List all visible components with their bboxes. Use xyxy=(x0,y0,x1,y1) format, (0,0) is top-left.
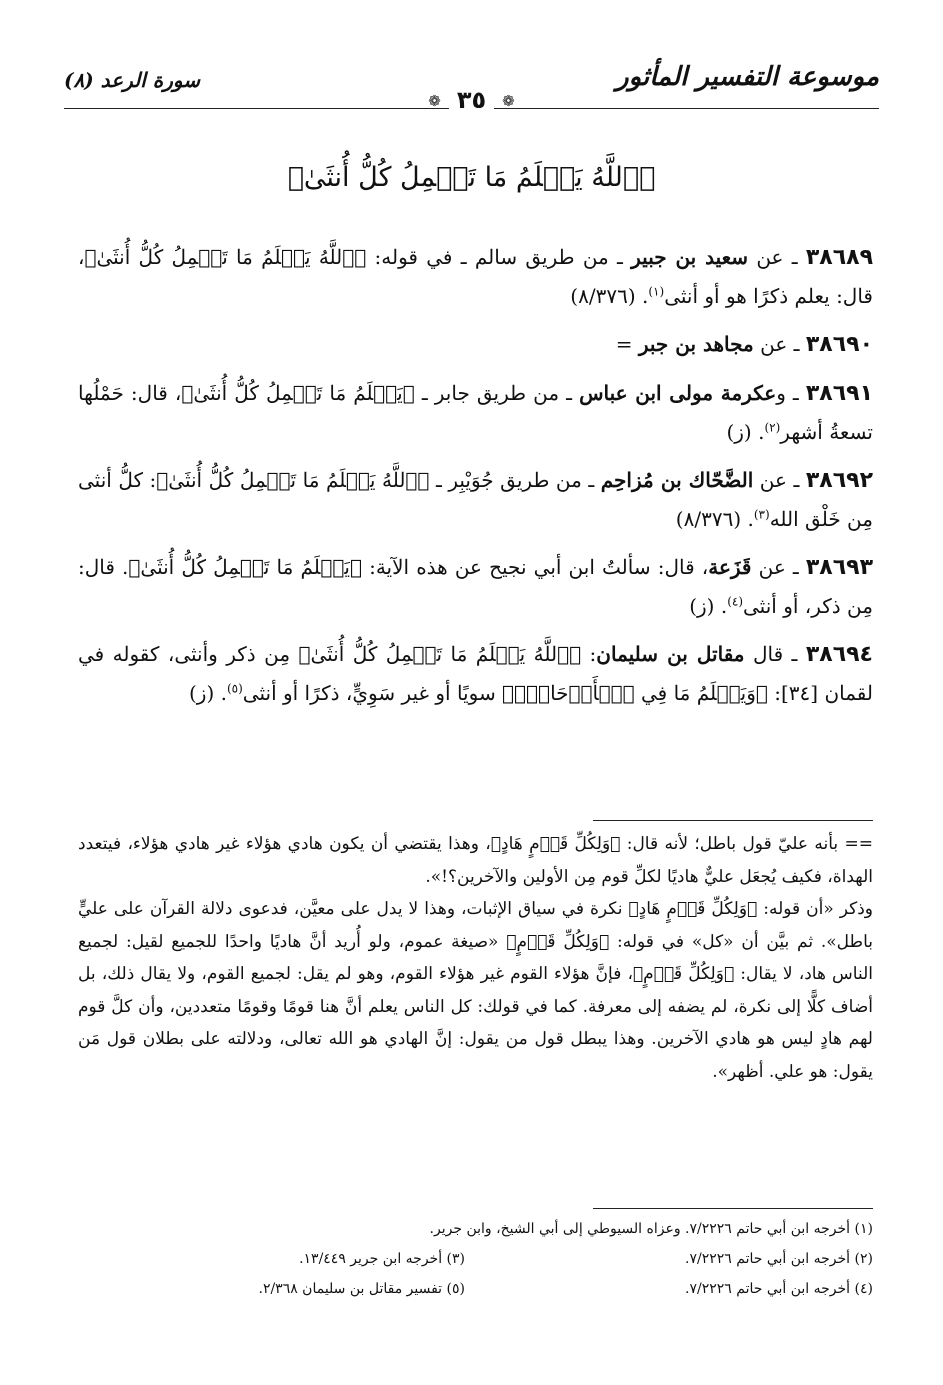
entry-prefix: و xyxy=(776,381,786,405)
footnote-row xyxy=(78,1244,873,1274)
entry-number: ٣٨٦٩٢ xyxy=(805,468,873,493)
entry-number: ٣٨٦٩١ xyxy=(805,381,873,406)
entry-dash: ـ xyxy=(785,381,806,405)
ornament-icon: ❁ xyxy=(502,92,515,110)
entry-prefix: عن xyxy=(753,468,787,492)
narrator-name: عكرمة مولى ابن عباس xyxy=(579,381,777,405)
book-title: موسوعة التفسير المأثور xyxy=(616,62,879,92)
entry-number: ٣٨٦٨٩ xyxy=(805,245,873,270)
entry xyxy=(78,238,873,315)
surah-label: سورة الرعد (٨) xyxy=(64,68,200,92)
entry-dash: ـ xyxy=(783,642,806,666)
footnote-row xyxy=(78,1214,873,1244)
entry-number: ٣٨٦٩٣ xyxy=(805,555,873,580)
page-number-row xyxy=(0,86,943,114)
note-paragraph: وذكر «أن قوله: ﴿وَلِكُلِّ قَوۡمٍ هَادٍ﴾ نكرة في سياق الإثبات، وهذا لا يدل على معيَّن، فدعوى دلالة القرآن على عليٍّ باطل». ثم بيَّن أن «كل» في قوله: ﴿وَلِكُلِّ قَوۡمٍ﴾ «صيغة عموم، ولو أُريد أنَّ هاديًا واحدًا للجميع لقيل: لجميع الناس هاد، لا يقال: ﴿وَلِكُلِّ قَوۡمٍ﴾، فإنَّ هؤلاء القوم غير هؤلاء القوم، وهو لم يقل: لجميع القوم، ولا يقال ذلك، بل أضاف كلًّا إلى نكرة، لم يضفه إلى معرفة. كما في قولك: كل الناس يعلم أنَّ هنا قومًا وقومًا متعددين، وأن كلَّ قوم لهم هادٍ ليس هو هادي الآخرين. وهذا يبطل قول من يقول: إنَّ الهادي هو الله تعالى، ودلالته على بطلان قول مَن يقول: هو علي. أظهر». xyxy=(78,899,873,1082)
quran-quote: ﴿يَعۡلَمُ مَا تَحۡمِلُ كُلُّ أُنثَىٰ﴾ xyxy=(128,555,362,579)
entry-prefix: قال xyxy=(744,642,784,666)
entry-reference: . (ز) xyxy=(726,420,765,444)
entry-reference: . (٨/٣٧٦) xyxy=(675,507,754,531)
entry-dash: ـ xyxy=(785,555,806,579)
ornament-icon: ❁ xyxy=(428,92,441,110)
entry-text: = xyxy=(615,332,639,356)
entry-text: ، قال: حَمْلُها تسعةُ أشهر xyxy=(78,381,873,444)
quran-quote: ﴿ٱللَّهُ يَعۡلَمُ مَا تَحۡمِلُ كُلُّ أُنثَىٰ﴾ xyxy=(156,468,430,492)
narrator-name: الضَّحّاك بن مُزاحِم xyxy=(600,468,754,492)
entry-dash: ـ xyxy=(786,468,806,492)
footnote-marker[interactable]: (٣) xyxy=(753,507,770,522)
entry-text: : كلُّ أنثى مِن خَلْق الله xyxy=(78,468,873,531)
entry xyxy=(78,635,873,712)
main-text xyxy=(78,238,873,722)
footnote-marker[interactable]: (٢) xyxy=(764,420,781,435)
entry xyxy=(78,461,873,538)
entry-dash: ـ xyxy=(787,332,806,356)
entry-text: ، قال: يعلم ذكرًا هو أو أنثى xyxy=(78,245,873,308)
note-separator xyxy=(593,820,873,821)
footnote-4: (٤) أخرجه ابن أبي حاتم ٧/٢٢٢٦. xyxy=(685,1281,873,1297)
entry-text: : xyxy=(581,642,597,666)
narrator-name: سعيد بن جبير xyxy=(631,245,749,269)
narrator-name: مجاهد بن جبر xyxy=(638,332,754,356)
footnote-marker[interactable]: (٤) xyxy=(727,594,744,609)
entry-text: . قال: مِن ذكر، أو أنثى xyxy=(78,555,873,618)
entry-prefix: عن xyxy=(748,245,784,269)
entry xyxy=(78,374,873,451)
footnote-3: (٣) أخرجه ابن جرير ١٣/٤٤٩. xyxy=(299,1251,465,1267)
verse-heading: ﴿ٱللَّهُ يَعۡلَمُ مَا تَحۡمِلُ كُلُّ أُنثَىٰ﴾ xyxy=(287,162,656,193)
footnote-5: (٥) تفسير مقاتل بن سليمان ٢/٣٦٨. xyxy=(258,1281,465,1297)
entry-text: ، قال: سألتُ ابن أبي نجيح عن هذه الآية: xyxy=(361,555,709,579)
entry-reference: . (ز) xyxy=(689,594,728,618)
footnote-marker[interactable]: (١) xyxy=(648,284,665,299)
entry xyxy=(78,325,873,364)
entry-text: ـ من طريق جابر ـ xyxy=(414,381,580,405)
note-paragraph: == بأنه عليّ قول باطل؛ لأنه قال: ﴿وَلِكُلِّ قَوۡمٍ هَادٍ﴾، وهذا يقتضي أن يكون هادي هؤلاء غير هادي هؤلاء، فيتعدد الهداة، فكيف يُجعَل عليٌّ هاديًا لكلِّ قوم مِن الأولين والآخرين؟!». xyxy=(78,834,873,887)
page-number: ٣٥ xyxy=(449,86,494,114)
entry-text: ـ من طريق سالم ـ في قوله: xyxy=(366,245,632,269)
entry-reference: . (ز) xyxy=(188,681,227,705)
entry-text: مِن ذكر وأنثى، كقوله في لقمان [٣٤]: ﴿وَيَعۡلَمُ مَا فِي ٱلۡأَرۡحَامِۖ﴾ سويًا أو غير سَوِيٍّ، ذكرًا أو أنثى xyxy=(78,642,873,705)
entry xyxy=(78,548,873,625)
quran-quote: ﴿ٱللَّهُ يَعۡلَمُ مَا تَحۡمِلُ كُلُّ أُنثَىٰ﴾ xyxy=(298,642,582,666)
entry-dash: ـ xyxy=(783,245,806,269)
footnote-marker[interactable]: (٥) xyxy=(226,681,243,696)
entry-text: ـ من طريق جُوَيْبِر ـ xyxy=(429,468,601,492)
narrator-name: مقاتل بن سليمان xyxy=(596,642,745,666)
entry-number: ٣٨٦٩٤ xyxy=(805,642,873,667)
entry-number: ٣٨٦٩٠ xyxy=(805,332,873,357)
narrator-name: قَزَعة xyxy=(708,555,752,579)
footnote-2: (٢) أخرجه ابن أبي حاتم ٧/٢٢٢٦. xyxy=(685,1251,873,1267)
quran-quote: ﴿يَعۡلَمُ مَا تَحۡمِلُ كُلُّ أُنثَىٰ﴾ xyxy=(181,381,415,405)
entry-prefix: عن xyxy=(751,555,786,579)
entry-prefix: عن xyxy=(753,332,788,356)
footnote-separator xyxy=(593,1208,873,1209)
entry-reference: . (٨/٣٧٦) xyxy=(570,284,649,308)
quran-quote: ﴿ٱللَّهُ يَعۡلَمُ مَا تَحۡمِلُ كُلُّ أُنثَىٰ﴾ xyxy=(84,245,367,269)
footnote-1: (١) أخرجه ابن أبي حاتم ٧/٢٢٢٦. وعزاه السيوطي إلى أبي الشيخ، وابن جرير. xyxy=(429,1221,873,1237)
commentary-note xyxy=(78,828,873,1088)
footnote-row xyxy=(78,1274,873,1304)
footnotes xyxy=(78,1214,873,1304)
